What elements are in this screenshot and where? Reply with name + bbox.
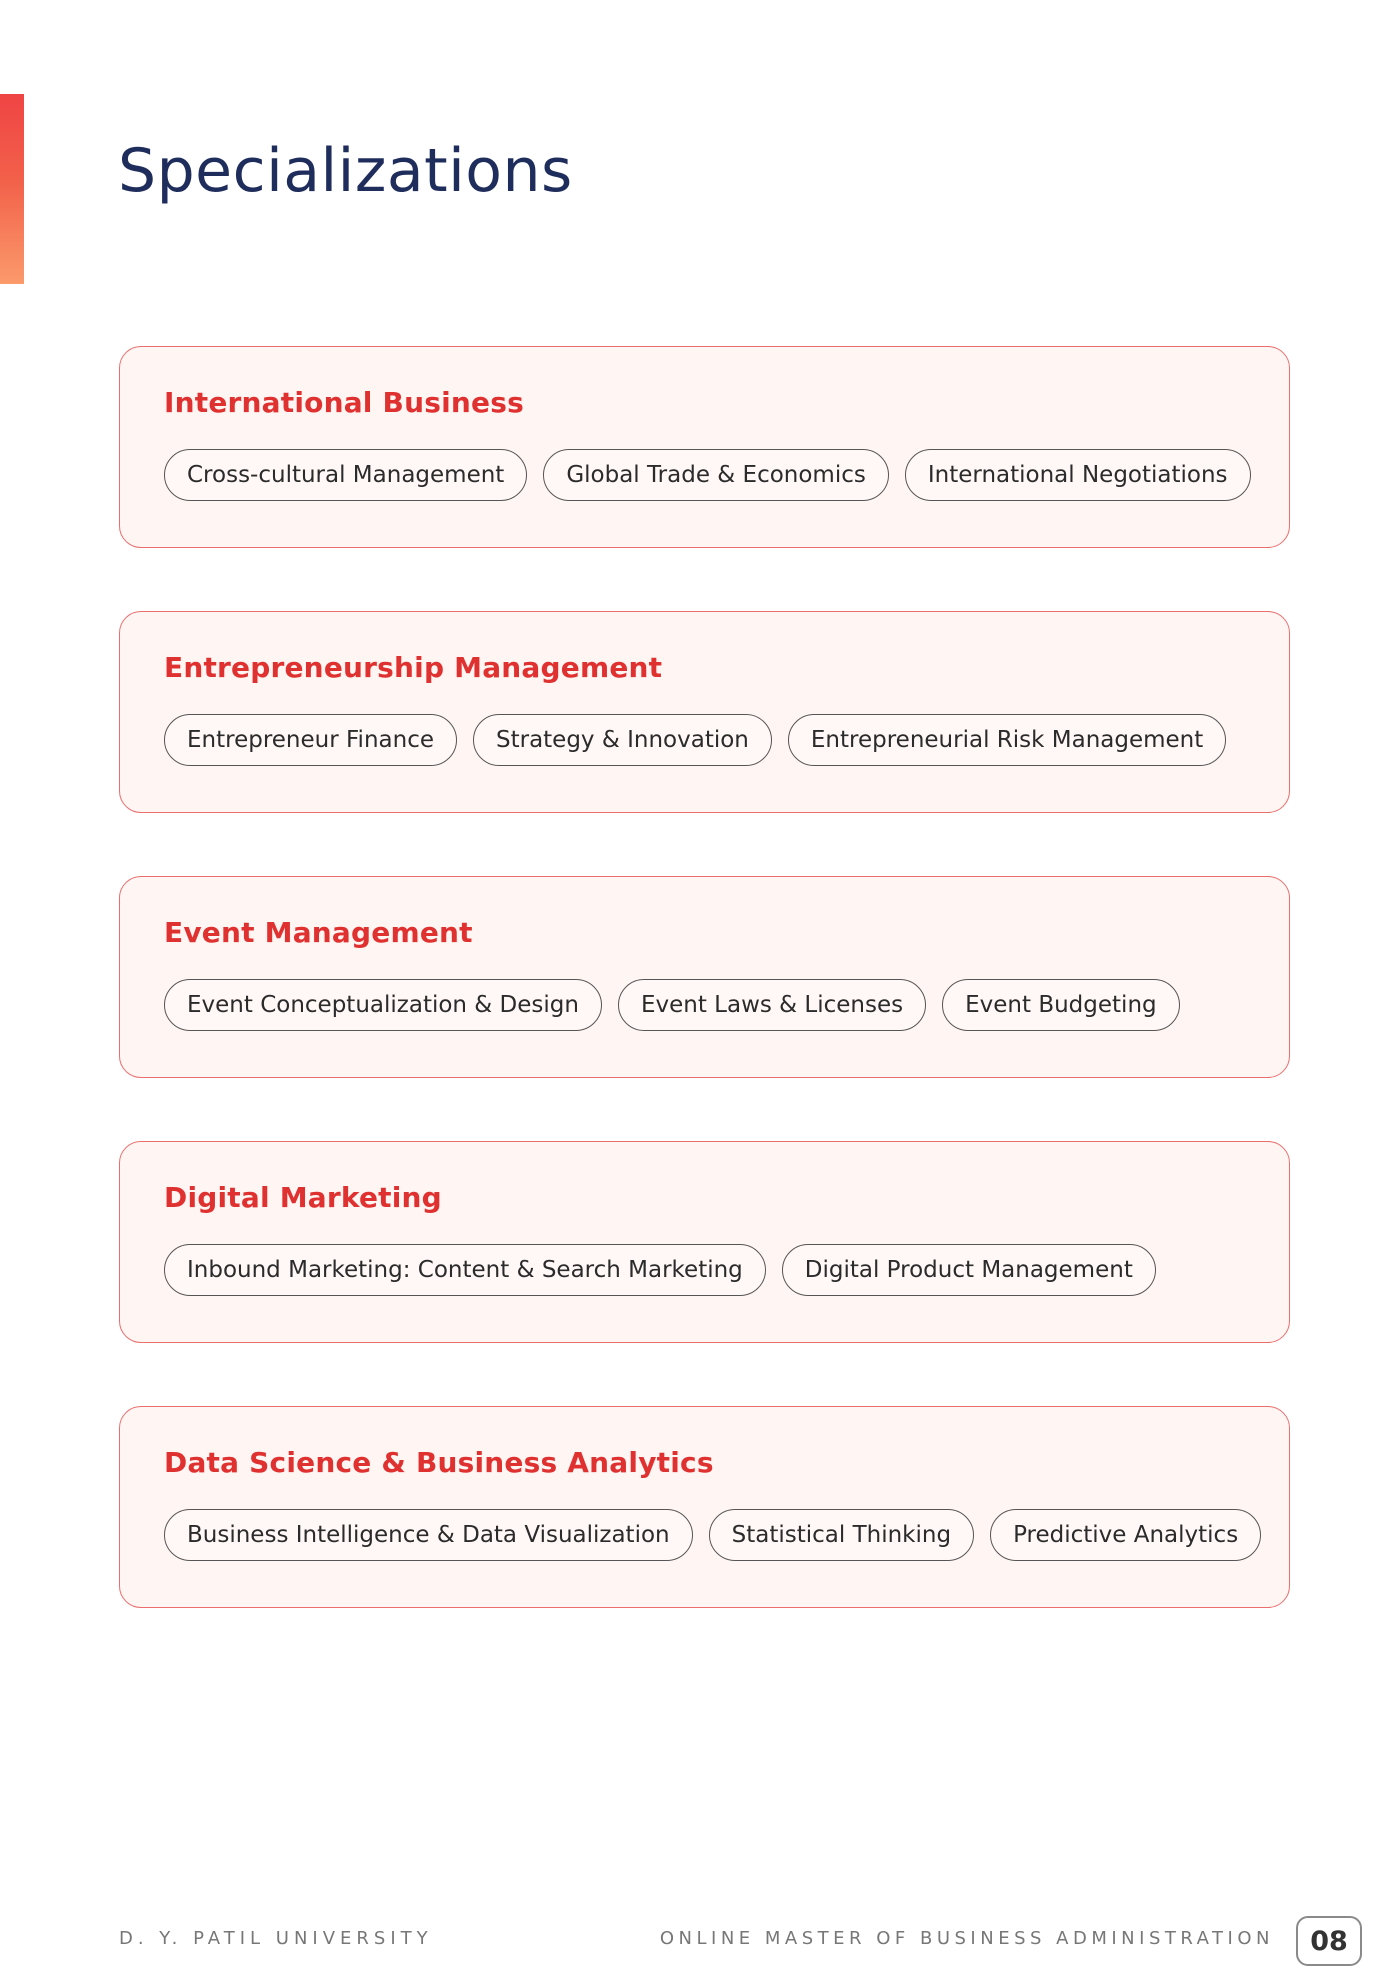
card-title: Event Management bbox=[164, 916, 473, 949]
topic-tag: Statistical Thinking bbox=[709, 1509, 974, 1561]
page-number: 08 bbox=[1296, 1916, 1362, 1966]
footer-university: D. Y. PATIL UNIVERSITY bbox=[119, 1928, 433, 1949]
topic-tag: Cross-cultural Management bbox=[164, 449, 527, 501]
topic-tags bbox=[164, 1509, 1245, 1561]
page-title: Specializations bbox=[118, 136, 573, 206]
topic-tag: Predictive Analytics bbox=[990, 1509, 1261, 1561]
topic-tag: Global Trade & Economics bbox=[543, 449, 889, 501]
topic-tag: Inbound Marketing: Content & Search Marketing bbox=[164, 1244, 766, 1296]
topic-tags bbox=[164, 714, 1245, 766]
topic-tag: Digital Product Management bbox=[782, 1244, 1156, 1296]
specialization-card-data-science bbox=[119, 1406, 1290, 1608]
footer-program: ONLINE MASTER OF BUSINESS ADMINISTRATION bbox=[659, 1928, 1274, 1949]
topic-tag: Business Intelligence & Data Visualization bbox=[164, 1509, 693, 1561]
topic-tag: Event Conceptualization & Design bbox=[164, 979, 602, 1031]
specialization-card-digital-marketing bbox=[119, 1141, 1290, 1343]
topic-tag: International Negotiations bbox=[905, 449, 1251, 501]
specialization-card-entrepreneurship-management bbox=[119, 611, 1290, 813]
topic-tags bbox=[164, 1244, 1245, 1296]
specializations-list bbox=[119, 346, 1290, 1671]
topic-tag: Event Budgeting bbox=[942, 979, 1180, 1031]
specialization-card-international-business bbox=[119, 346, 1290, 548]
specialization-card-event-management bbox=[119, 876, 1290, 1078]
card-title: Data Science & Business Analytics bbox=[164, 1446, 714, 1479]
topic-tag: Entrepreneurial Risk Management bbox=[788, 714, 1226, 766]
card-title: Digital Marketing bbox=[164, 1181, 442, 1214]
topic-tags bbox=[164, 449, 1245, 501]
topic-tag: Strategy & Innovation bbox=[473, 714, 772, 766]
topic-tag: Event Laws & Licenses bbox=[618, 979, 926, 1031]
topic-tags bbox=[164, 979, 1245, 1031]
card-title: International Business bbox=[164, 386, 524, 419]
accent-bar bbox=[0, 94, 24, 284]
card-title: Entrepreneurship Management bbox=[164, 651, 663, 684]
topic-tag: Entrepreneur Finance bbox=[164, 714, 457, 766]
